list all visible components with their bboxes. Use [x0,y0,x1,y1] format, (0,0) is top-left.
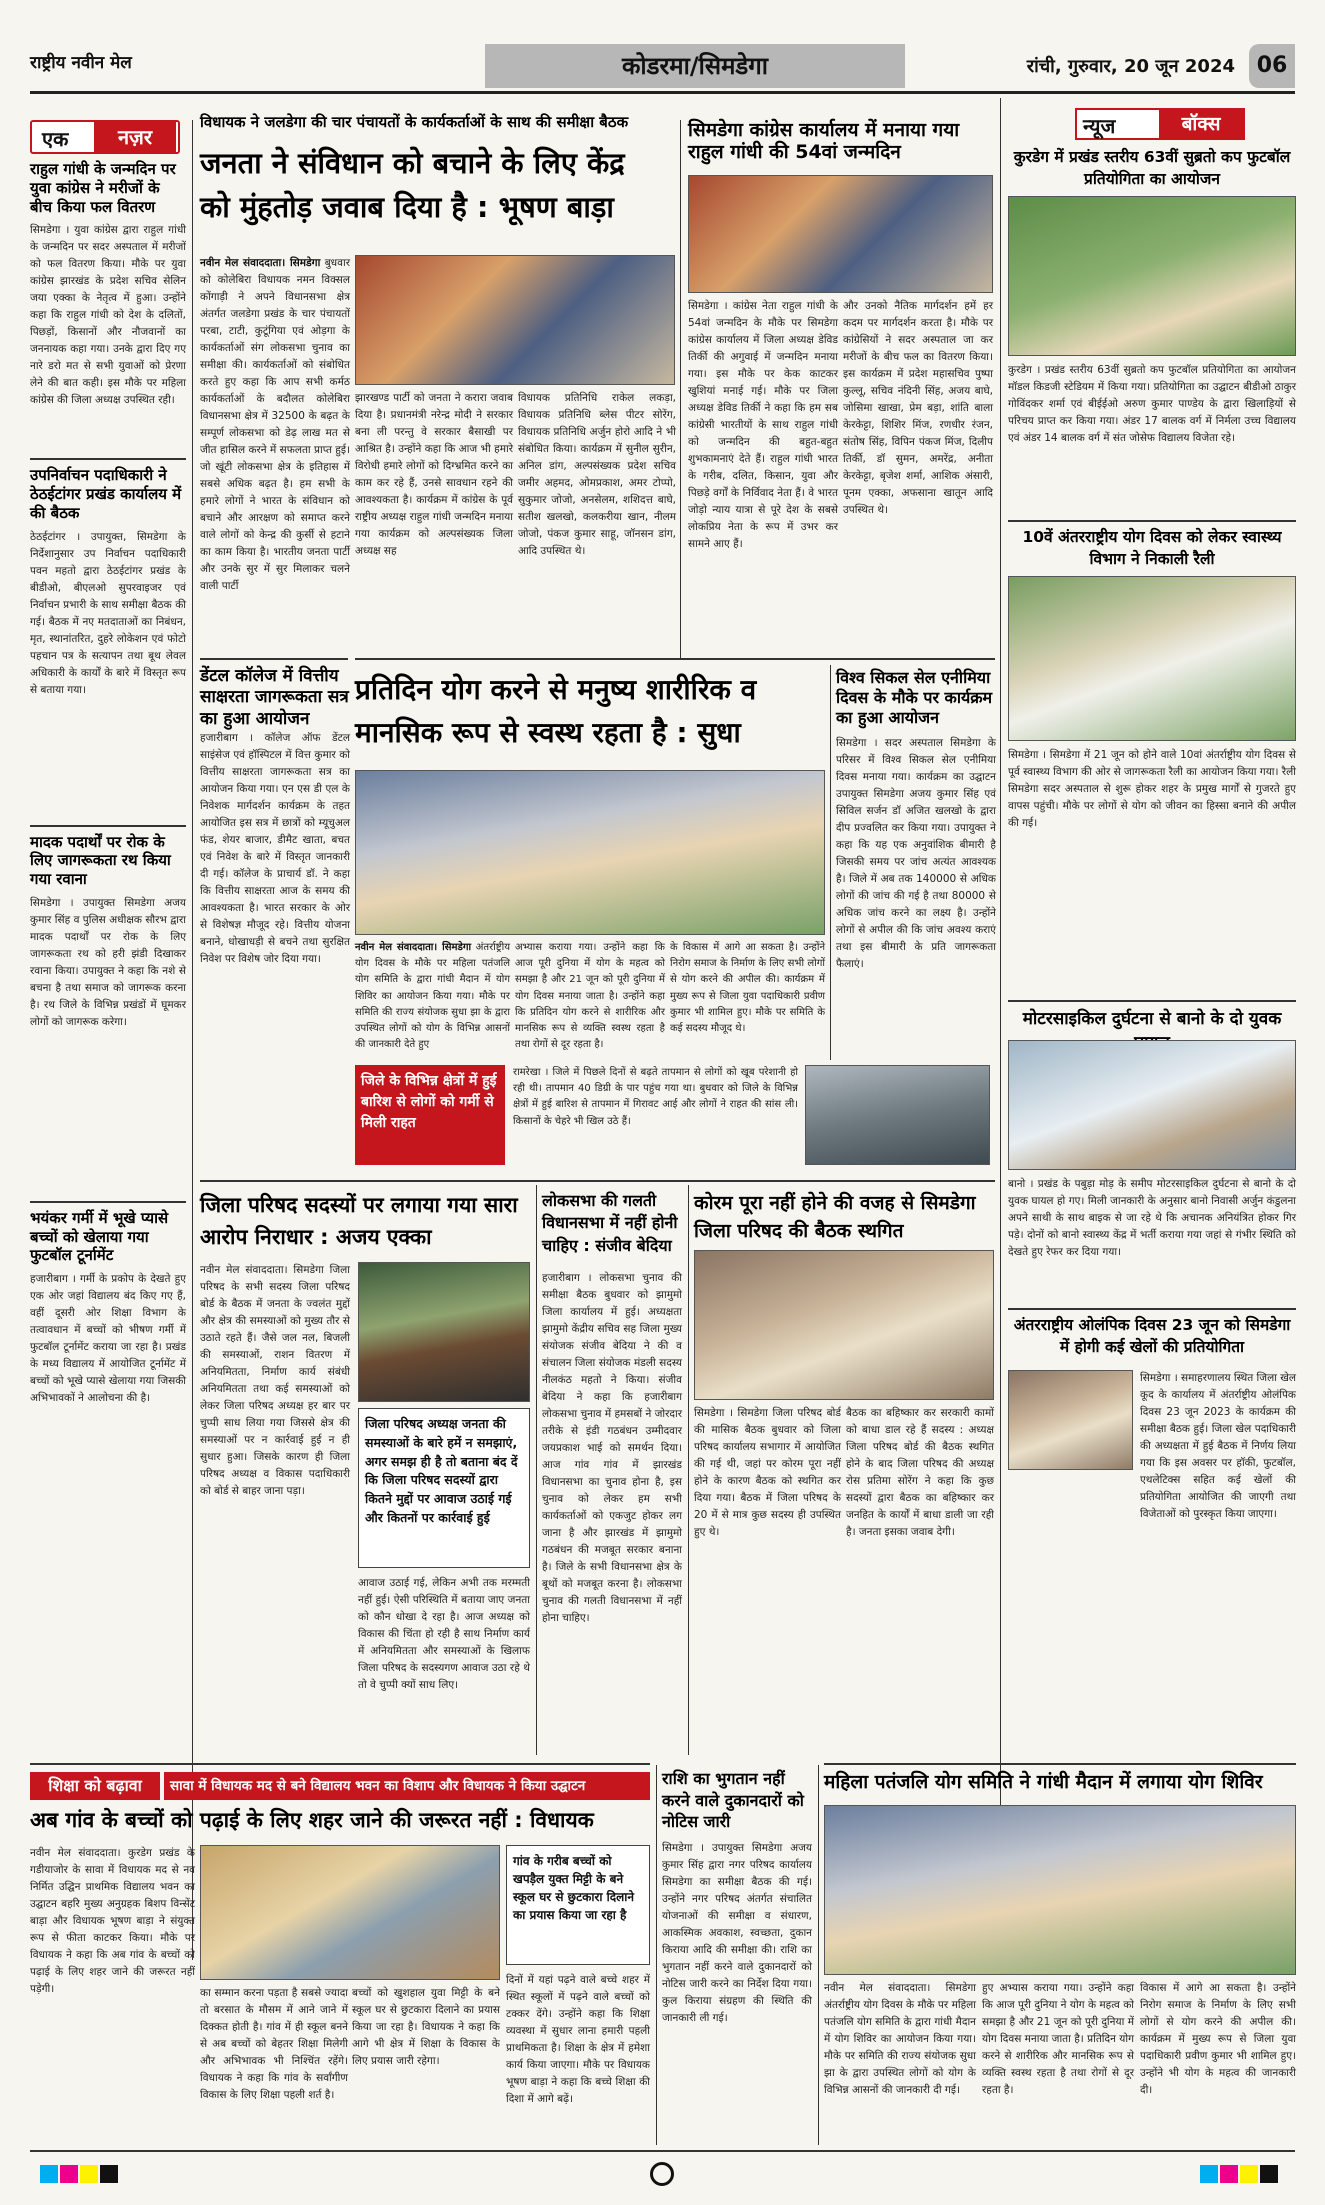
news-box-label [1075,108,1245,140]
column-rule [818,1765,819,2145]
zila-quote: जिला परिषद अध्यक्ष जनता की समस्याओं के बारे हमें न समझाएं, अगर समझ ही है तो बताना बंद दें कि जिला परिषद सदस्यों द्वारा कितने मुद्दों पर आवाज उठाई गई और कितनों पर कार्रवाई हुई [365,1416,518,1525]
rain-photo [805,1065,990,1165]
rule [30,2150,1295,2152]
page-number: 06 [1249,44,1295,88]
color-registration-strip [1200,2165,1280,2187]
korum-headline: कोरम पूरा नहीं होने की वजह से सिमडेगा जिला परिषद की बैठक स्थगित [694,1192,976,1242]
news-item1-headline: कुरडेग में प्रखंड स्तरीय 63वीं सुब्रतो कप फुटबॉल प्रतियोगिता का आयोजन [1013,148,1291,189]
ek-nazar-column [30,160,186,1571]
patanjali-headline: महिला पतंजलि योग समिति ने गांधी मैदान में लगाया योग शिविर [824,1771,1263,1793]
rule [355,658,995,660]
zila-quote-box [358,1408,530,1568]
korum-body-a: सिमडेगा । सिमडेगा जिला परिषद बोर्ड की मासिक बैठक बुधवार को जिला परिषद कार्यालय सभागार में आयोजित की गई थी, जहां पर कोरम पूरा नहीं होने के कारण बैठक को स्थगित कर दिया गया। बैठक में जिला परिषद के 20 में से मात्र कुछ सदस्य ही उपस्थित हुए थे। [694,1407,841,1538]
brief-headline: उपनिर्वाचन पदाधिकारी ने ठेठईटांगर प्रखंड कार्यालय में की बैठक [30,466,182,522]
lead-body-a: बुधवार को कोलेबिरा विधायक नमन विक्सल कोंगाड़ी ने अपने विधानसभा क्षेत्र अंतर्गत जलडेगा प्रखंड के चार पंचायतों परबा, टाटी, कुटूंगिया एवं ओड़गा के कार्यकर्ताओं संग लोकसभा चुनाव का समीक्षा की। कार्यकर्ताओं को संबोधित करते हुए कहा कि आप सभी कर्मठ कार्यकर्ताओं के बदौलत कोलेबिरा विधानसभा क्षेत्र में 32500 के बढ़त के सम्पूर्ण लोकसभा को डेढ़ लाख मत से जीत हासिल करने में सफलता प्राप्त हुई। जो खूंटी लोकसभा क्षेत्र के इतिहास में सबसे अधिक बढ़त है। हम सभी के हमारे लोगों ने भारत के संविधान को बचाने और आरक्षण को समाप्त करने वाले लोगों को केन्द्र की कुर्सी से हटाने का काम किया है। भारतीय जनता पार्टी और उनके सुर में सुर मिलाकर चलने वाली पार्टी [200,257,350,592]
patanjali-body-b: हुए अभ्यास कराया गया। उन्होंने कहा कि आज पूरी दुनिया ने योग के महत्व को समझा है और 21 जून को पूरी दुनिया में योग दिवस मनाया जाता है। प्रतिदिन योग करने से शारीरिक और मानसिक रूप से व्यक्ति स्वस्थ रहता है तथा रोगों से दूर रहता है। [982,1982,1134,2096]
dental-headline: डेंटल कॉलेज में वित्तीय साक्षरता जागरूकता सत्र का हुआ आयोजन [200,666,349,729]
rule [1008,1308,1296,1310]
paper-name: राष्ट्रीय नवीन मेल [30,53,132,73]
yoga-dateline: नवीन मेल संवाददाता। सिमडेगा [355,942,472,953]
rule [30,1763,650,1765]
yoga-body-c: के विकास में आगे आ सकता है। उन्होंने निरोग समाज के निर्माण के लिए सभी लोगों से योग करने की अपील की। कार्यक्रम में मुख्य रूप से जिला युवा पदाधिकारी प्रवीण कुमार भी शामिल हुए। मौके पर समिति के कई सदस्य मौजूद थे। [670,942,825,1034]
rashi-body: सिमडेगा । उपायुक्त सिमडेगा अजय कुमार सिंह द्वारा नगर परिषद कार्यालय सिमडेगा का समीक्षा बैठक की गई। उन्होंने नगर परिषद अंतर्गत संचालित योजनाओं की समीक्षा व संधारण, आकस्मिक अवकाश, स्वच्छता, दुकान किराया आदि की समीक्षा की। राशि का भुगतान नहीं करने वाले दुकानदारों को नोटिस जारी करने का निर्देश दिया गया। कुल किराया संग्रहण की स्थिति की जानकारी ली गई। [662,1842,812,2024]
loksabha-headline: लोकसभा की गलती विधानसभा में नहीं होनी चाहिए : संजीव बेदिया [542,1191,678,1255]
school-photo [200,1845,500,1980]
yoga-body-a [355,940,510,1060]
korum-photo [694,1250,994,1400]
brief-headline: भयंकर गर्मी में भूखे प्यासे बच्चों को खेलाया गया फुटबॉल टूर्नामेंट [30,1208,169,1265]
olympic-photo [1008,1370,1133,1470]
rule [200,1180,995,1182]
loksabha-body: हजारीबाग । लोकसभा चुनाव की समीक्षा बैठक बुधवार को झामुमो जिला कार्यालय में हुई। अध्यक्षता झामुमो केंद्रीय सचिव सह जिला मुख्य संयोजक संजीव बेदिया ने की व संचालन जिला संयोजक मंडली सदस्य नीलकंठ महतो ने किया। संजीव बेदिया ने कहा कि हजारीबाग लोकसभा चुनाव में हमसबों ने जोरदार तरीके से इंडी गठबंधन उम्मीदवार जयप्रकाश भाई को समर्थन दिया। आज गांव गांव में झारखंड विधानसभा का चुनाव होना है, इस चुनाव को लेकर हम सभी कार्यकर्ताओं को एकजुट होकर लग जाना है और झारखंड में झामुमो गठबंधन की मजबूत सरकार बनाना है। जिले के सभी विधानसभा क्षेत्र के बूथों को मजबूत करना है। लोकसभा चुनाव की गलती विधानसभा में नहीं होना चाहिए। [542,1272,683,1624]
lead-body-col1 [200,255,350,650]
education-headline: अब गांव के बच्चों को पढ़ाई के लिए शहर जाने की जरूरत नहीं : विधायक [30,1808,594,1832]
column-rule [656,1765,657,2145]
lead-headline: जनता ने संविधान को बचाने के लिए केंद्र को मुंहतोड़ जवाब दिया है : भूषण बाड़ा [200,146,625,224]
congress-photo [688,175,993,293]
news-item4-headline: अंतरराष्ट्रीय ओलंपिक दिवस 23 जून को सिमडेगा में होगी कई खेलों की प्रतियोगिता [1013,1316,1291,1357]
lead-body-col2 [355,390,513,650]
rally-photo [1008,576,1296,741]
rule [200,658,348,660]
dateline: नवीन मेल संवाददाता। सिमडेगा [200,257,321,269]
education-body-a: नवीन मेल संवाददाता। कुरडेग प्रखंड के गडीयाजोर के सावा में विधायक मद से नव निर्मित उद्घिन प्राथमिक विद्यालय भवन का उद्घाटन बहरि मुख्य अनुग्रहक बिशप विन्सेंट बाड़ा और विधायक भूषण बाड़ा ने संयुक्त रूप से फीता काटकर किया। मौके पर विधायक ने कहा कि अब गांव के बच्चों को पढ़ाई के लिए शहर जाने की जरूरत नहीं पड़ेगी। [30,1847,195,1995]
zila-body-a: नवीन मेल संवाददाता। सिमडेगा जिला परिषद के सभी सदस्य जिला परिषद बोर्ड के बैठक में जनता के ज्वलंत मुद्दों और क्षेत्र की समस्याओं को मुख्य तौर से उठाते रहते हैं। जैसे जल नल, बिजली की समस्याओं, राशन वितरण में अनियमितता, निर्माण कार्य संबंधी अनियमितता तथा कई समस्याओं को लेकर जिला परिषद अध्यक्ष हर बार पर चुप्पी साध लिया गया जिससे क्षेत्र की समस्याओं पर न कार्रवाई हुई न ही सुधार हुआ। जिसके कारण ही जिला परिषद अध्यक्ष व विकास पदाधिकारी को बोर्ड से बाहर जाना पड़ा। [200,1264,350,1497]
rule [1008,1000,1296,1002]
rule [824,1763,1296,1765]
zila-headline: जिला परिषद सदस्यों पर लगाया गया सारा आरोप निराधार : अजय एक्का [200,1193,518,1249]
rain-title: जिले के विभिन्न क्षेत्रों में हुई बारिश से लोगों को गर्मी से मिली राहत [355,1065,505,1165]
column-rule [1000,98,1001,1938]
brief-body: सिमडेगा । उपायुक्त सिमडेगा अजय कुमार सिंह व पुलिस अधीक्षक सौरभ द्वारा मादक पदार्थों पर रोक के लिए जागरूकता रथ को हरी झंडी दिखाकर रवाना किया। उपायुक्त ने कहा कि नशे से बचना है तथा समाज को जागरूक करना है। रथ जिले के विभिन्न प्रखंडों में घूमकर लोगों को जागरूक करेगा। [30,896,186,1028]
brief-body: ठेठईटांगर । उपायुक्त, सिमडेगा के निर्देशानुसार उप निर्वाचन पदाधिकारी पवन महतो द्वारा ठेठईटांगर प्रखंड के बीडीओ, बीएलओ सुपरवाइजर एवं निर्वाचन प्रभारी के साथ समीक्षा बैठक की गई। बैठक में नए मतदाताओं का निबंधन, मृत, स्थानांतरित, दुहरे लोकेशन एवं फोटो पहचान पत्र के सत्यापन तथा बूथ लेवल अधिकारी के कार्यों के बारे में विस्तृत रूप से बताया गया। [30,530,186,696]
section-title: कोडरमा/सिमडेगा [485,44,905,88]
masthead [30,44,1295,94]
box-label: बॉक्स [1159,110,1243,138]
lead-kicker: विधायक ने जलडेगा की चार पंचायतों के कार्यकर्ताओं के साथ की समीक्षा बैठक [200,113,629,131]
color-registration-strip [40,2165,120,2187]
yoga-photo [355,770,825,935]
news-item3-headline: मोटरसाइकिल दुर्घटना से बानो के दो युवक [1022,1009,1282,1029]
column-rule [830,665,831,1060]
patanjali-photo [824,1805,1296,1975]
yoga-body-b: अभ्यास कराया गया। उन्होंने कहा कि आज पूरी दुनिया में योग के महत्व को समझा है और 21 जून को पूरी दुनिया में योग दिवस मनाया जाता है। उन्होंने कहा कि प्रतिदिन योग करने से शारीरिक और मानसिक रूप से व्यक्ति स्वस्थ रहता है तथा रोगों से दूर रहता है। [515,942,665,1051]
nazar-label: नज़र [94,122,176,152]
lead-body-b: झारखण्ड पार्टी को जनता ने करारा जवाब दिया है। प्रधानमंत्री नरेन्द्र मोदी ने सरकार बना ली परन्तु वे सरकार बैसाखी पर आश्रित है। उन्होंने कहा कि आज भी हमारे विरोधी हमारे लोगों को दिग्भ्रमित करने का काम कर रहे हैं, उनसे सावधान रहने की आवश्यकता है। कार्यक्रम में कांग्रेस के पूर्व राष्ट्रीय अध्यक्ष राहुल गांधी जन्मदिन मनाया गया कार्यक्रम को अल्पसंख्यक जिला अध्यक्ष सह [355,392,513,557]
education-body-b: का सम्मान करना पड़ता है सबसे ज्यादा तो बरसात के मौसम में आने जाने में दिक्कत होती है। गांव में ही स्कूल बनने से अब बच्चों को बेहतर शिक्षा मिलेगी और अभिभावक भी निश्चिंत रहेंगे। विधायक ने कहा कि गांव के सर्वांगीण विकास के लिए शिक्षा पहली शर्त है। [200,1987,348,2101]
rain-box [355,1065,995,1175]
column-rule [192,120,193,1960]
yoga-headline: प्रतिदिन योग करने से मनुष्य शारीरिक व मानसिक रूप से स्वस्थ रहता है : सुधा [355,673,757,750]
ek-nazar-label [30,120,180,154]
rashi-headline: राशि का भुगतान नहीं करने वाले दुकानदारों को नोटिस जारी [662,1769,804,1832]
congress-body-b: और उनको नैतिक मार्गदर्शन हमें हर कदम पर मार्गदर्शन करता है। मौके पर कांग्रेसियों ने सदर अस्पताल जा कर मरीजों के बीच फल का वितरण किया। इस कार्यक्रम में प्रदेश महासचिव पुष्पा कुल्लू, सचिव नंदिनी सिंह, अजय बाघे, जोसिमा खाखा, प्रेम बड़ा, शांति बाला केरकेट्टा, शिशिर मिंज, रणधीर रंजन, संतोष सिंह, विपिन पंकज मिंज, दिलीप तिर्की, डॉ सुमन, अमरेंद्र, अनीता केरकेट्टा, बृजेश शर्मा, आशिक अंसारी, पूनम एक्का, अफसाना खातून आदि उपस्थित थे। [843,300,993,516]
brief-headline: मादक पदार्थों पर रोक के लिए जागरूकता रथ किया गया रवाना [30,832,171,888]
news-item1-body: कुरडेग । प्रखंड स्तरीय 63वीं सुब्रतो कप फुटबॉल प्रतियोगिता का आयोजन मॉडल किडजी स्टेडियम में किया गया। प्रतियोगिता का उद्घाटन बीडीओ ठाकुर गोविंदकर शर्मा एवं बीईईओ अरुण कुमार पाण्डेय के द्वारा खिलाड़ियों से परिचय प्राप्त कर किया गया। अंडर 17 बालक वर्ग में निर्मला उच्च विद्यालय एवं अंडर 14 बालक वर्ग में संत जोसेफ विद्यालय विजेता रहे। [1008,364,1296,444]
education-body-d: दिनों में यहां पढ़ने वाले बच्चे शहर में स्थित स्कूलों में पढ़ने वाले बच्चों को टक्कर देंगे। उन्होंने कहा कि शिक्षा व्यवस्था में सुधार लाना हमारी पहली प्राथमिकता है। शिक्षा के क्षेत्र में हमेशा कार्य किया जाएगा। मौके पर विधायक भूषण बाड़ा ने कहा कि बच्चे शिक्षा की दिशा में आगे बढ़ें। [506,1974,650,2105]
lead-photo [355,255,675,385]
news-item2-headline: 10वें अंतरराष्ट्रीय योग दिवस को लेकर स्वास्थ्य विभाग ने निकाली रैली [1022,528,1282,569]
education-body-c: बच्चों को खुशहाल युवा मिट्टी के बने स्कूल घर से छुटकारा दिलाने का प्रयास किया जा रहा है। विधायक ने कहा कि आगे भी क्षेत्र में शिक्षा के विकास के लिए प्रयास जारी रहेगा। [352,1987,500,2067]
lead-body-col3 [518,390,676,650]
brief-body: सिमडेगा । युवा कांग्रेस द्वारा राहुल गांधी के जन्मदिन पर सदर अस्पताल में मरीजों को फल वितरण किया। मौके पर युवा कांग्रेस झारखंड के प्रदेश सचिव सेलिन जया एक्का के नेतृत्व में हुआ। उन्होंने कहा कि राहुल गांधी को देश के दलितों, पिछड़ों, किसानों और नौजवानों का जननायक कहा गया। उनके द्वारा दिए गए नारे डरो मत से सभी युवाओं को प्रेरणा लेने की बात कही। इस मौके पर महिला कांग्रेस की जिला अध्यक्ष उपस्थित रही। [30,224,186,407]
rain-body: रामरेखा । जिले में पिछले दिनों से बढ़ते तापमान से लोगों को खूब परेशानी हो रही थी। तापमान 40 डिग्री के पार पहुंच गया था। बुधवार को जिले के विभिन्न क्षेत्रों में हुई बारिश से तापमान में गिरावट आई और लोगों ने राहत की सांस ली। किसानों के चेहरे भी खिल उठे हैं। [513,1067,798,1127]
education-quote-box [506,1845,650,1965]
korum-body-b: बैठक का बहिष्कार कर सरकारी कामों को बाधा डाल रहे हैं सदस्य : अध्यक्ष जिला परिषद बोर्ड की बैठक स्थगित होने के बाद जिला परिषद की अध्यक्ष रोस प्रतिमा सोरेंग ने कहा कि कुछ सदस्यों द्वारा बैठक का बहिष्कार कर जनहित के कार्यों में बाधा डाली जा रही है। जनता इसका जवाब देगी। [846,1407,994,1538]
education-tag: शिक्षा को बढ़ावा [30,1772,160,1800]
football-photo [1008,196,1296,356]
zila-body-b: आवाज उठाई गई, लेकिन अभी तक मरम्मती नहीं हुई। ऐसी परिस्थिति में बताया जाए जनता को कौन धोखा दे रहा है। आज अध्यक्ष को विकास की चिंता हो रही है साथ निर्माण कार्य में अनियमितता और समस्याओं के खिलाफ जिला परिषद के सदस्यगण आवाज उठा रहे थे तो वे चुप्पी क्यों साध लिए। [358,1577,530,1691]
accident-photo [1008,1040,1296,1170]
congress-body-a: सिमडेगा । कांग्रेस नेता राहुल गांधी के 54वां जन्मदिन के मौके पर सिमडेगा कांग्रेस कार्यालय में जिला अध्यक्ष डेविड तिर्की की अगुवाई में जन्मदिन मनाया गया। इस मौके पर केक काटकर खुशियां मनाई गई। मौके पर जिला अध्यक्ष डेविड तिर्की ने कहा कि हम सब कांग्रेसी भारतीयों के साथ राहुल गांधी को जन्मदिन की बहुत-बहुत शुभकामनाएं देते हैं। राहुल गांधी भारत के गरीब, दलित, किसान, युवा और पिछड़े वर्गों के निर्विवाद नेता हैं। वे भारत जोड़ो न्याय यात्रा से पूरे देश के सबसे लोकप्रिय नेता के रूप में उभर कर सामने आए हैं। [688,300,838,550]
sickle-body: सिमडेगा । सदर अस्पताल सिमडेगा के परिसर में विश्व सिकल सेल एनीमिया दिवस मनाया गया। कार्यक्रम का उद्घाटन उपायुक्त सिमडेगा अजय कुमार सिंह एवं सिविल सर्जन डॉ अजित खलखो के द्वारा दीप प्रज्वलित कर किया गया। उपायुक्त ने कहा कि यह एक अनुवांशिक बीमारी है जिसकी समय पर जांच अत्यंत आवश्यक है। जिले में अब तक 140000 से अधिक लोगों की जांच की गई है तथा 80000 से अधिक जांच करने का लक्ष्य है। उन्होंने लोगों से अपील की कि जांच अवश्य कराएं तथा इस बीमारी के प्रति जागरूकता फैलाएं। [836,737,996,970]
congress-headline: सिमडेगा कांग्रेस कार्यालय में मनाया गया राहुल गांधी की 54वां जन्मदिन [688,119,960,163]
brief-headline: राहुल गांधी के जन्मदिन पर युवा कांग्रेस ने मरीजों के बीच किया फल वितरण [30,160,176,216]
news-label: न्यूज [1083,114,1116,138]
lead-body-c: विधायक प्रतिनिधि राकेल लकड़ा, विधायक प्रतिनिधि ब्लेस पीटर सोरेंग, विधायक प्रतिनिधि अर्जुन होरो आदि ने भी संबोधित किया। कार्यक्रम में सुनील सुरीन, अनिल डांग, अल्पसंख्यक प्रदेश सचिव जमीर अहमद, ओमप्रकाश, अमर टोप्पो, सुकुमार जोजो, अनसेलम, शशिदत्त बाघे, सतीश खलखो, कलकरीया खान, नीलम जोजो, पंकज कुमार साहू, जॉनसन डांग, आदि उपस्थित थे। [518,392,676,557]
brief-body: हजारीबाग । गर्मी के प्रकोप के देखते हुए एक ओर जहां विद्यालय बंद किए गए हैं, वहीं दूसरी ओर शिक्षा विभाग के तत्वावधान में बच्चों को भीषण गर्मी में फुटबॉल टूर्नामेंट कराया जा रहा है। प्रखंड के मध्य विद्यालय में आयोजित टूर्नामेंट में बच्चों को भूखे प्यासे खेलाया गया जिसकी अभिभावकों ने आलोचना की है। [30,1273,186,1404]
education-quote: गांव के गरीब बच्चों को खपड़ैल युक्त मिट्टी के बने स्कूल घर से छुटकारा दिलाने का प्रयास किया जा रहा है [513,1854,635,1922]
dental-body: हजारीबाग । कॉलेज ऑफ डेंटल साइंसेज एवं हॉस्पिटल में वित्त कुमार को वित्तीय साक्षरता जागरूकता सत्र का आयोजन किया गया। एन एस डी एल के निवेशक मार्गदर्शन कार्यक्रम के तहत आयोजित इस सत्र में छात्रों को म्यूचुअल फंड, शेयर बाजार, डीमैट खाता, बचत एवं निवेश के बारे में विस्तृत जानकारी दी गई। कॉलेज के प्राचार्य डॉ. ने कहा कि वित्तीय साक्षरता आज के समय की आवश्यकता है। भारत सरकार के ओर से विशेषज्ञ मौजूद रहे। वित्तीय योजना बनाने, धोखाधड़ी से बचने तथा सुरक्षित निवेश पर विशेष जोर दिया गया। [200,732,350,965]
patanjali-body-c: विकास में आगे आ सकता है। उन्होंने निरोग समाज के निर्माण के लिए सभी लोगों से योग करने की अपील की। कार्यक्रम में मुख्य रूप से जिला युवा पदाधिकारी प्रवीण कुमार भी शामिल हुए। उन्होंने भी योग के महत्व की जानकारी दी। [1140,1982,1296,2096]
issue-date: रांची, गुरुवार, 20 जून 2024 [1026,56,1235,77]
column-rule [536,1185,537,1755]
sickle-headline: विश्व सिकल सेल एनीमिया दिवस के मौके पर कार्यक्रम का हुआ आयोजन [836,668,993,727]
yoga-body-text: अंतर्राष्ट्रीय योग दिवस के मौके पर महिला पतंजलि योग समिति के द्वारा गांधी मैदान में योग शिविर का आयोजन किया गया। मौके पर समिति की राज्य संयोजक सुधा झा के द्वारा उपस्थित लोगों को योग के विभिन्न आसनों की जानकारी देते हुए [355,942,510,1051]
news-item3-body: बानो । प्रखंड के पबुड़ा मोड़ के समीप मोटरसाइकिल दुर्घटना से बानो के दो युवक घायल हो गए। मिली जानकारी के अनुसार बानो निवासी अर्जुन कंडुलना अपने साथी के साथ बाइक से जा रहे थे कि अचानक अनियंत्रित होकर गिर पड़े। दोनों को बानो स्वास्थ्य केंद्र में भर्ती कराया गया जहां से गंभीर स्थिति को देखते हुए रेफर कर दिया गया। [1008,1178,1296,1258]
patanjali-body-a: नवीन मेल संवाददाता। सिमडेगा अंतर्राष्ट्रीय योग दिवस के मौके पर महिला पतंजलि योग समिति के द्वारा गांधी मैदान में योग शिविर का आयोजन किया गया। मौके पर समिति की राज्य संयोजक सुधा झा के द्वारा उपस्थित लोगों को योग के विभिन्न आसनों की जानकारी दी गई। [824,1982,976,2096]
ajay-ekka-photo [358,1262,530,1402]
news-item4-body-a: सिमडेगा । समाहरणालय स्थित जिला खेल कूद के कार्यालय में अंतर्राष्ट्रीय ओलंपिक दिवस 23 जून 2023 के कार्यक्रम की समीक्षा बैठक हुई। जिला खेल पदाधिकारी की अध्यक्षता में हुई बैठक में निर्णय लिया गया कि इस अवसर पर हॉकी, फुटबॉल, एथलेटिक्स सहित कई खेलों की प्रतियोगिता आयोजित की जाएगी तथा विजेताओं को पुरस्कृत किया जाएगा। [1140,1372,1296,1520]
column-rule [680,120,681,660]
ek-label: एक [42,127,69,151]
rule [1008,520,1296,522]
education-strap: सावा में विधायक मद से बने विद्यालय भवन का विशाप और विधायक ने किया उद्घाटन [164,1772,650,1800]
news-item2-body: सिमडेगा । सिमडेगा में 21 जून को होने वाले 10वां अंतर्राष्ट्रीय योग दिवस से पूर्व स्वास्थ्य विभाग की ओर से जागरूकता रैली का आयोजन किया गया। रैली सिमडेगा सदर अस्पताल से शुरू होकर शहर के प्रमुख मार्गों से गुजरते हुए वापस पहुंची। मौके पर लोगों से योग को जीवन का हिस्सा बनाने की अपील की गई। [1008,749,1296,829]
column-rule [688,1185,689,1755]
registration-mark [650,2162,674,2186]
